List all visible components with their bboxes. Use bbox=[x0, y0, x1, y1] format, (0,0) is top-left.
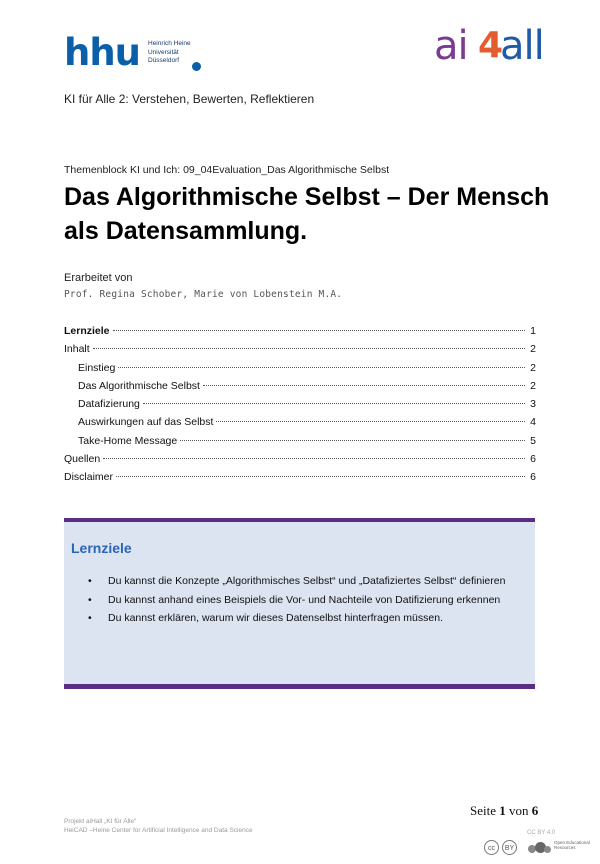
byline-label: Erarbeitet von bbox=[64, 272, 133, 284]
toc-leader-dots bbox=[203, 385, 525, 386]
toc-entry-page: 4 bbox=[530, 416, 536, 429]
toc-entry-label: Einstieg bbox=[78, 361, 116, 374]
toc-entry-page: 1 bbox=[530, 325, 536, 337]
toc-entry[interactable] bbox=[64, 362, 536, 380]
learning-goals-heading: Lernziele bbox=[71, 540, 132, 556]
logo-ai: ai bbox=[434, 23, 468, 69]
footer-project: Projekt aiHall „KI für Alle“ bbox=[64, 818, 137, 825]
course-title: KI für Alle 2: Verstehen, Bewerten, Reflektieren bbox=[64, 92, 315, 106]
learning-goals-box bbox=[64, 518, 535, 689]
cc-by-badge bbox=[484, 840, 524, 856]
toc-entry-label: Disclaimer bbox=[64, 471, 114, 484]
toc-entry-label: Take-Home Message bbox=[78, 434, 178, 447]
toc-entry-label: Quellen bbox=[64, 453, 101, 466]
toc-leader-dots bbox=[143, 403, 525, 404]
page-number: Seite 1 von 6 bbox=[470, 803, 539, 818]
oer-logo-icon bbox=[528, 840, 552, 856]
toc-entry-page: 2 bbox=[530, 379, 536, 392]
toc-entry[interactable] bbox=[64, 416, 536, 434]
learning-goal-text: Du kannst die Konzepte „Algorithmisches Selbst“ und „Datafiziertes Selbst“ definieren bbox=[108, 575, 506, 587]
bullet-icon: • bbox=[88, 593, 92, 606]
toc-entry-page: 6 bbox=[530, 453, 536, 466]
toc-entry[interactable] bbox=[64, 343, 536, 361]
learning-goal-item bbox=[88, 593, 518, 609]
table-of-contents bbox=[64, 325, 536, 490]
toc-entry[interactable] bbox=[64, 435, 536, 453]
cc-icon: cc bbox=[484, 840, 499, 855]
bullet-icon: • bbox=[88, 575, 92, 587]
license-text: CC BY 4.0 bbox=[527, 830, 556, 836]
toc-entry-page: 3 bbox=[530, 398, 536, 411]
learning-goal-text: Du kannst erklären, warum wir dieses Datenselbst hinterfragen müssen. bbox=[108, 612, 443, 624]
toc-entry-page: 2 bbox=[530, 343, 536, 356]
attribution-icon: BY bbox=[502, 840, 517, 855]
ai4all-logo bbox=[434, 23, 552, 70]
toc-entry-label: Inhalt bbox=[64, 343, 90, 356]
box-bottom-border bbox=[64, 684, 535, 689]
oer-label: Open Educational Resources bbox=[554, 840, 590, 850]
toc-entry-page: 5 bbox=[530, 434, 536, 447]
bullet-icon: • bbox=[88, 612, 92, 624]
toc-entry-label: Auswirkungen auf das Selbst bbox=[78, 416, 214, 429]
logo-four: 4 bbox=[478, 25, 504, 66]
toc-entry-label: Lernziele bbox=[64, 325, 110, 337]
toc-leader-dots bbox=[113, 330, 525, 331]
toc-entry[interactable] bbox=[64, 325, 536, 343]
authors: Prof. Regina Schober, Marie von Lobenstein M.A. bbox=[64, 289, 343, 300]
toc-entry-label: Das Algorithmische Selbst bbox=[78, 379, 200, 392]
toc-entry-page: 6 bbox=[530, 471, 536, 484]
toc-leader-dots bbox=[93, 348, 525, 349]
learning-goals-list bbox=[88, 574, 518, 630]
footer-institute: HeiCAD –Heine Center for Artificial Intelligence and Data Science bbox=[64, 827, 253, 834]
toc-leader-dots bbox=[180, 440, 525, 441]
document-title: Das Algorithmische Selbst – Der Mensch als Datensammlung. bbox=[64, 183, 550, 245]
learning-goal-item bbox=[88, 611, 518, 627]
toc-entry[interactable] bbox=[64, 398, 536, 416]
toc-leader-dots bbox=[116, 476, 525, 477]
hhu-wordmark: hhu bbox=[64, 31, 141, 74]
learning-goal-text: Du kannst anhand eines Beispiels die Vor- und Nachteile von Datifizierung erkennen bbox=[108, 593, 501, 606]
logo-all: all bbox=[500, 23, 544, 69]
toc-entry[interactable] bbox=[64, 471, 536, 489]
toc-entry[interactable] bbox=[64, 453, 536, 471]
toc-entry-label: Datafizierung bbox=[78, 398, 140, 411]
hhu-university-name: Heinrich Heine Universität Düsseldorf bbox=[148, 40, 191, 64]
hhu-dot bbox=[192, 62, 201, 71]
toc-entry[interactable] bbox=[64, 380, 536, 398]
toc-leader-dots bbox=[216, 421, 525, 422]
toc-entry-page: 2 bbox=[530, 361, 536, 374]
learning-goal-item bbox=[88, 574, 518, 590]
theme-block-label: Themenblock KI und Ich: 09_04Evaluation_Das Algorithmische Selbst bbox=[64, 164, 390, 176]
hhu-logo bbox=[64, 31, 214, 74]
toc-leader-dots bbox=[118, 367, 525, 368]
box-top-border bbox=[64, 518, 535, 522]
toc-leader-dots bbox=[103, 458, 525, 459]
